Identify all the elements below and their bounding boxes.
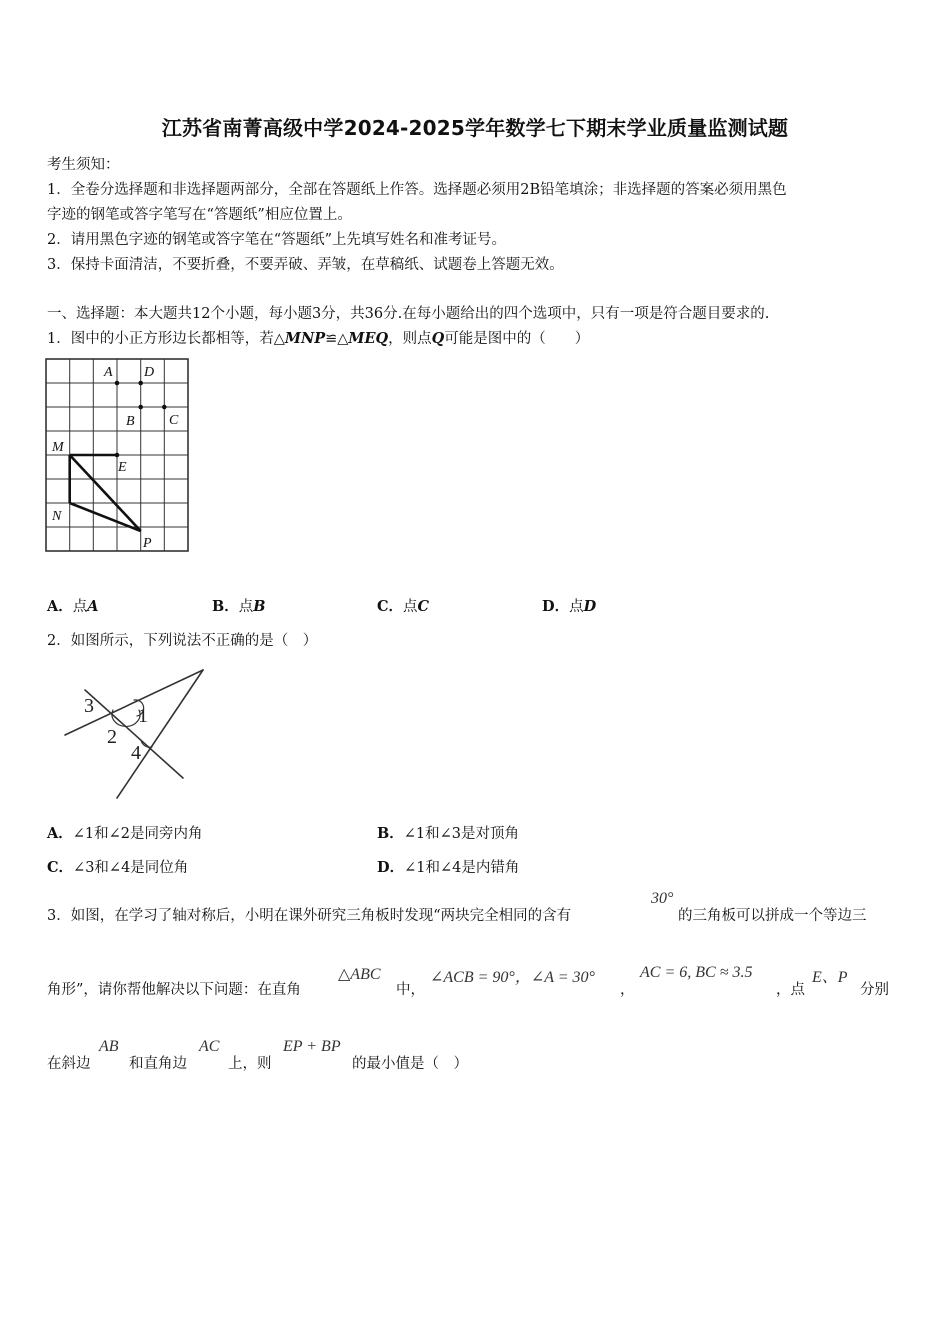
q3-math-angles: ∠ACB = 90°，∠A = 30° bbox=[430, 969, 595, 986]
q3-line-3d: 的最小值是（ ） bbox=[352, 1056, 468, 1072]
notice-heading: 考生须知： bbox=[47, 157, 120, 173]
q3-math-30: 30° bbox=[651, 890, 674, 907]
q3-math-sides: AC = 6, BC ≈ 3.5 bbox=[640, 964, 753, 981]
q1-option-b[interactable]: B．点B bbox=[212, 598, 266, 615]
q3-line-1b: 的三角板可以拼成一个等边三 bbox=[678, 908, 867, 924]
q2-stem: 2．如图所示，下列说法不正确的是（ ） bbox=[47, 633, 318, 649]
label-M: M bbox=[52, 440, 64, 455]
q3-math-ac: AC bbox=[199, 1038, 220, 1055]
q2-option-c[interactable]: C．∠3和∠4是同位角 bbox=[47, 859, 189, 876]
q2-lines-figure bbox=[55, 660, 220, 805]
page-title: 江苏省南菁高级中学2024-2025学年数学七下期末学业质量监测试题 bbox=[161, 116, 789, 140]
label-E: E bbox=[118, 460, 127, 475]
notice-line-4: 3．保持卡面清洁，不要折叠，不要弄破、弄皱，在草稿纸、试题卷上答题无效。 bbox=[47, 257, 564, 273]
label-P: P bbox=[143, 536, 152, 551]
notice-line-2: 字迹的钢笔或答字笔写在“答题纸”相应位置上。 bbox=[47, 207, 352, 223]
q1-option-a[interactable]: A．点A bbox=[47, 598, 99, 615]
q3-line-3c: 上，则 bbox=[228, 1056, 272, 1072]
q3-number: 3． bbox=[47, 908, 71, 924]
q3-line-2b: 中， bbox=[396, 982, 425, 998]
q3-line-2c: ， bbox=[620, 982, 635, 998]
q1-stem: 1．图中的小正方形边长都相等，若△MNP≌△MEQ，则点Q可能是图中的（ ） bbox=[47, 330, 590, 347]
point-B bbox=[138, 405, 143, 410]
q2-option-a[interactable]: A．∠1和∠2是同旁内角 bbox=[47, 825, 203, 842]
notice-line-1: 1．全卷分选择题和非选择题两部分，全部在答题纸上作答。选择题必须用2B铅笔填涂；非选择题的答案必须用黑色 bbox=[47, 182, 787, 198]
q3-line-3b: 和直角边 bbox=[129, 1056, 187, 1072]
label-N: N bbox=[52, 509, 62, 524]
section-heading: 一、选择题：本大题共12个小题，每小题3分，共36分.在每小题给出的四个选项中，只有一项是符合题目要求的. bbox=[47, 306, 770, 322]
q3-math-ab: AB bbox=[99, 1038, 119, 1055]
label-B: B bbox=[126, 414, 135, 429]
q3-line-1a: 3．如图，在学习了轴对称后，小明在课外研究三角板时发现“两块完全相同的含有 bbox=[47, 908, 572, 924]
q3-line-2d: ，点 bbox=[776, 982, 805, 998]
label-C: C bbox=[169, 413, 179, 428]
q3-line-3a: 在斜边 bbox=[47, 1056, 91, 1072]
angle-label-2: 2 bbox=[107, 726, 117, 748]
q1-option-d[interactable]: D．点D bbox=[542, 598, 597, 615]
q1-option-c[interactable]: C．点C bbox=[377, 598, 430, 615]
triangle-lines bbox=[70, 455, 141, 531]
q2-option-b[interactable]: B．∠1和∠3是对顶角 bbox=[377, 825, 520, 842]
q3-line-2a: 角形”，请你帮他解决以下问题：在直角 bbox=[47, 982, 301, 998]
angle-label-3: 3 bbox=[84, 695, 94, 717]
angle-label-1: 1 bbox=[138, 705, 148, 727]
angle-label-4: 4 bbox=[131, 742, 141, 764]
q3-math-ep: E、P bbox=[812, 969, 848, 986]
point-D bbox=[138, 381, 143, 386]
label-D: D bbox=[144, 365, 155, 380]
q1-grid-figure bbox=[40, 352, 200, 557]
q1-number: 1． bbox=[47, 331, 71, 347]
notice-line-3: 2．请用黑色字迹的钢笔或答字笔在“答题纸”上先填写姓名和准考证号。 bbox=[47, 232, 507, 248]
q2-option-d[interactable]: D．∠1和∠4是内错角 bbox=[377, 859, 520, 876]
point-E bbox=[115, 453, 120, 458]
point-C bbox=[162, 405, 167, 410]
q3-math-abc: △ABC bbox=[338, 966, 381, 983]
q3-math-epbp: EP + BP bbox=[283, 1038, 341, 1055]
label-A: A bbox=[104, 365, 113, 380]
point-A bbox=[115, 381, 120, 386]
q2-number: 2． bbox=[47, 633, 71, 649]
q3-line-2e: 分别 bbox=[860, 982, 889, 998]
